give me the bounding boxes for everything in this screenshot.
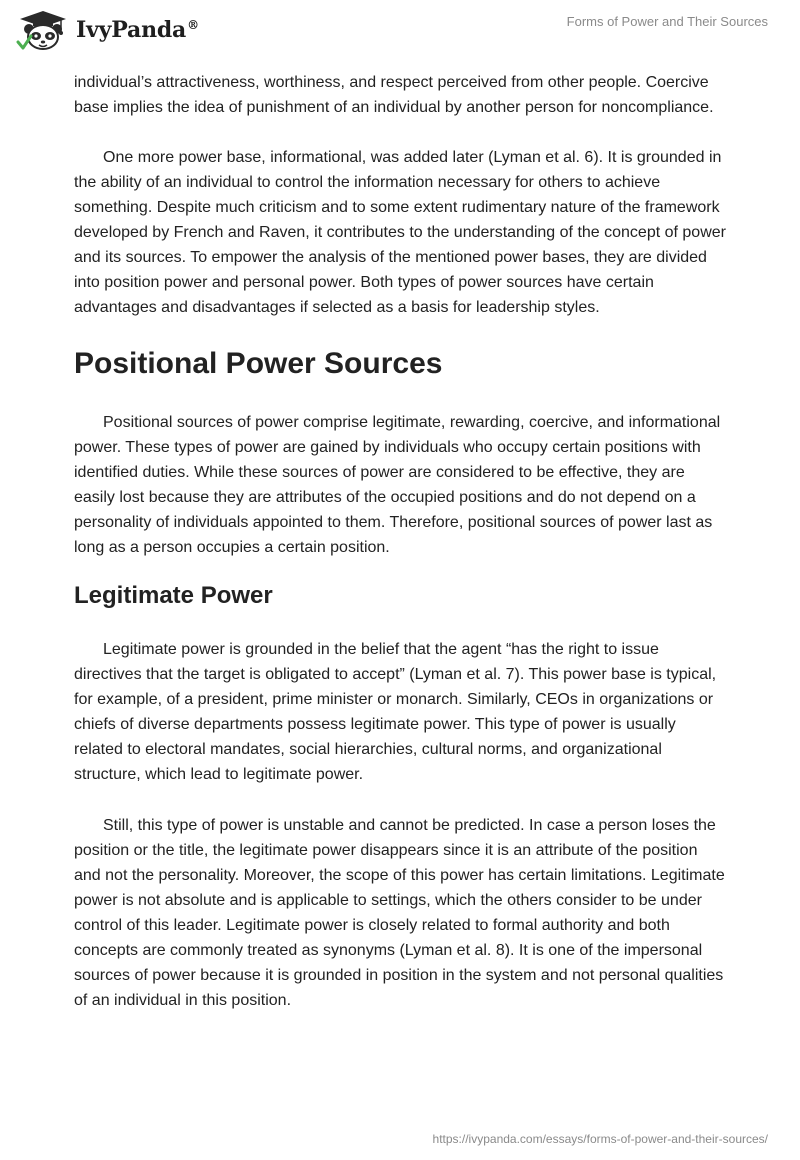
paragraph-2: One more power base, informational, was added later (Lyman et al. 6). It is grounded in the ability of an individual to control the information necessary for others to achieve something. Despite much criticism and to some extent rudimentary nature of the framework developed by French and Raven, it contributes to the understanding of the concept of power and its sources. To empower the analysis of the mentioned power bases, they are divided into position power and personal power. Both types of power sources have certain advantages and disadvantages if selected as a basis for leadership styles. [74, 149, 726, 316]
paragraph-3: Positional sources of power comprise legitimate, rewarding, coercive, and informational power. These types of power are gained by individuals who occupy certain positions with identified duties. While these sources of power are considered to be effective, they are easily lost because they are attributes of the occupied positions and do not depend on a personality of individuals appointed to them. Therefore, positional sources of power last as long as a person occupies a certain position. [74, 414, 721, 556]
paragraph-4: Legitimate power is grounded in the belief that the agent “has the right to issue directives that the target is obligated to accept” (Lyman et al. 7). This power base is typical, for example, of a president, prime minister or monarch. Similarly, CEOs in organizations or chiefs of diverse departments possess legitimate power. This type of power is usually related to electoral mandates, social hierarchies, cultural norms, and organizational structure, which lead to legitimate power. [74, 641, 717, 783]
page-header [0, 0, 800, 70]
document-title: Forms of Power and Their Sources [566, 14, 768, 29]
paragraph-5: Still, this type of power is unstable and cannot be predicted. In case a person loses the position or the title, the legitimate power disappears since it is an attribute of the position and not the personality. Moreover, the scope of this power has certain limitations. Legitimate power is not absolute and is applicable to settings, which the others consider to be under control of this leader. Legitimate power is closely related to formal authority and both concepts are commonly treated as synonyms (Lyman et al. 8). It is one of the impersonal sources of power because it is grounded in position in the system and not personal qualities of an individual in this position. [74, 817, 725, 1009]
subsection-heading-legitimate-power: Legitimate Power [74, 582, 273, 609]
panda-graduate-icon [14, 8, 72, 52]
section-heading-positional-power: Positional Power Sources [74, 347, 443, 380]
logo-text: IvyPanda® [76, 17, 199, 43]
registered-mark: ® [187, 17, 199, 32]
source-url[interactable]: https://ivypanda.com/essays/forms-of-power-and-their-sources/ [432, 1132, 768, 1146]
paragraph-1: individual’s attractiveness, worthiness, and respect perceived from other people. Coercive base implies the idea of punishment of an individual by another person for noncompliance. [74, 74, 714, 116]
article-body [74, 70, 728, 1013]
ivypanda-logo[interactable] [14, 8, 199, 52]
